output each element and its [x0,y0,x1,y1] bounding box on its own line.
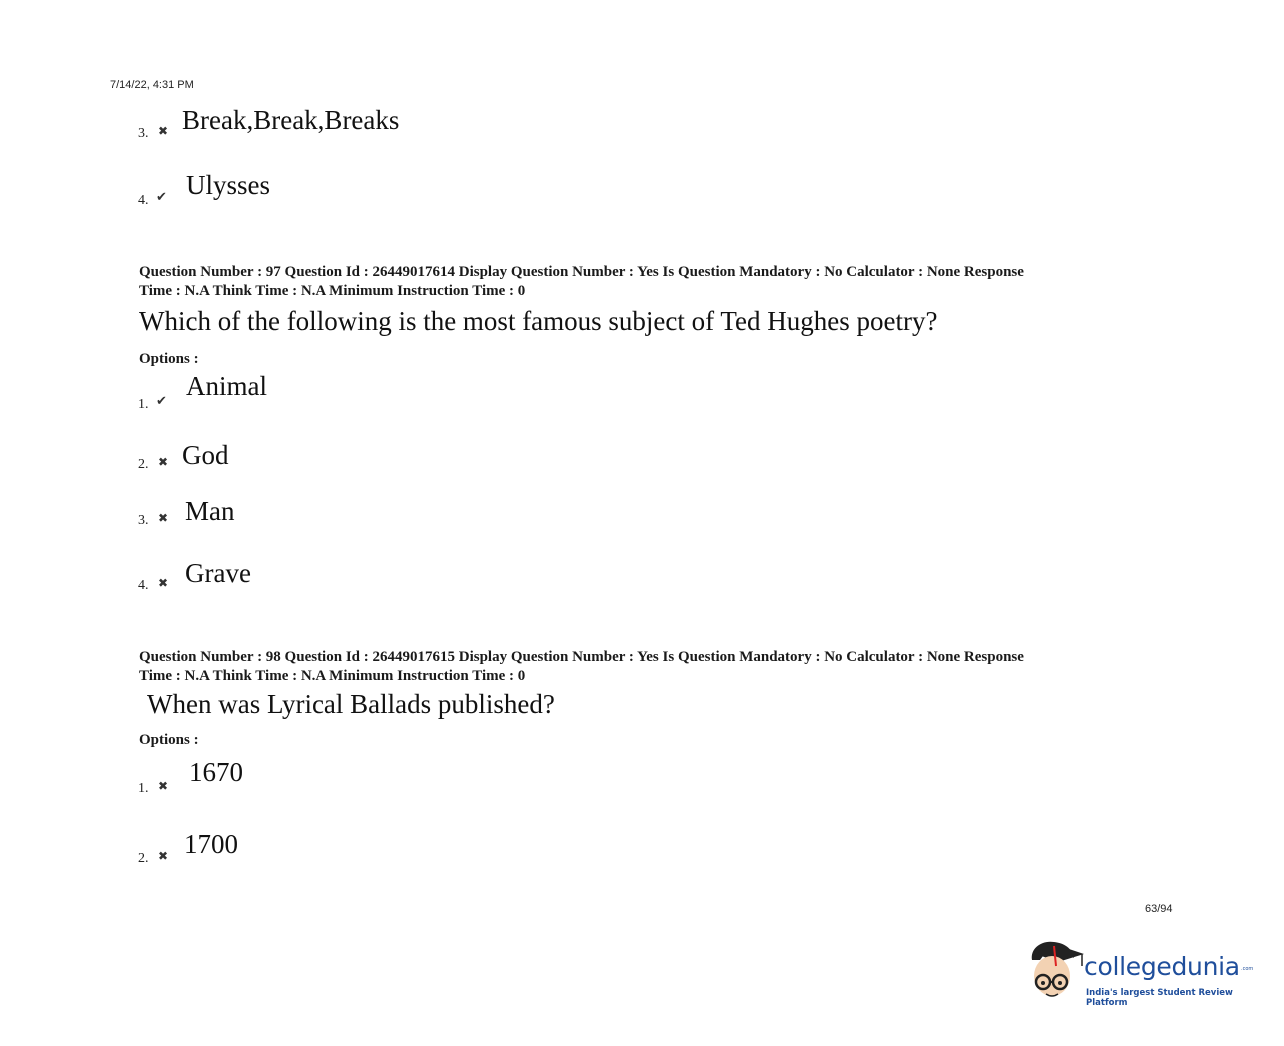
option-text: Break,Break,Breaks [182,105,400,135]
logo-tagline: India's largest Student Review Platform [1086,988,1233,1008]
option-number: 3. [138,513,149,528]
option-text: Animal [186,371,267,401]
option-number: 3. [138,126,149,141]
question-text: When was Lyrical Ballads published? [147,689,555,719]
logo-domain: .com [1241,966,1254,972]
check-icon: ✔ [156,394,167,409]
cross-icon: ✖ [158,511,169,525]
cross-icon: ✖ [158,849,169,863]
question-meta-line: Question Number : 98 Question Id : 26449017615 Display Question Number : Yes Is Question Mandatory : No Calculator : None Response [139,649,1024,665]
option-number: 1. [138,397,149,412]
option-text: 1700 [184,829,238,859]
cross-icon: ✖ [158,455,169,469]
option-text: Man [185,496,235,526]
question-meta-line: Time : N.A Think Time : N.A Minimum Instruction Time : 0 [139,283,526,299]
logo-wordmark: collegedunia [1084,952,1240,981]
question-meta [139,648,1139,686]
cross-icon: ✖ [158,576,169,590]
option-number: 2. [138,851,149,866]
option-number: 4. [138,193,149,208]
option-number: 2. [138,457,149,472]
options-label: Options : [139,732,199,748]
cross-icon: ✖ [158,779,169,793]
option-text: Ulysses [186,170,271,200]
check-icon: ✔ [156,190,167,205]
options-label: Options : [139,351,199,367]
question-meta-line: Question Number : 97 Question Id : 26449017614 Display Question Number : Yes Is Question Mandatory : No Calculator : None Response [139,264,1024,280]
option-number: 1. [138,781,149,796]
cross-icon: ✖ [158,124,169,138]
question-meta-line: Time : N.A Think Time : N.A Minimum Instruction Time : 0 [139,668,526,684]
print-timestamp: 7/14/22, 4:31 PM [110,79,194,91]
mascot-icon [1024,938,1086,1008]
question-text: Which of the following is the most famous subject of Ted Hughes poetry? [139,306,938,336]
page-number: 63/94 [1145,903,1173,915]
option-text: 1670 [189,757,243,787]
option-text: God [182,440,229,470]
collegedunia-logo [1024,938,1260,1010]
option-text: Grave [185,558,251,588]
question-meta [139,263,1139,301]
option-number: 4. [138,578,149,593]
